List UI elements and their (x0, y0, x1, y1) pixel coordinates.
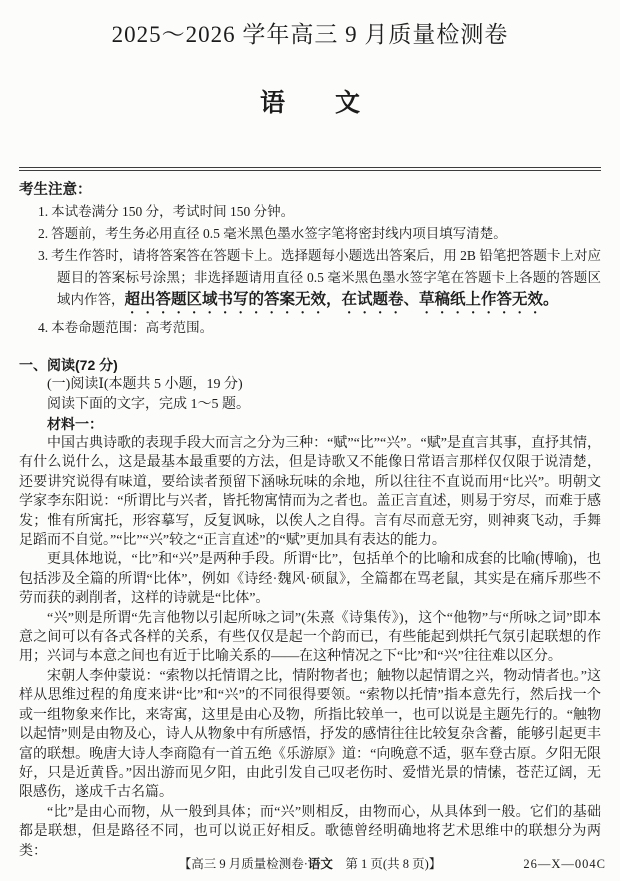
paper-code: 26—X—004C (523, 857, 606, 871)
passage-paragraph-1: 中国古典诗歌的表现手段大而言之分为三种：“赋”“比”“兴”。“赋”是直言其事，直抒其情，有什么说什么，这是最基本最重要的方法，但是诗歌又不能像日常语言那样仅仅限于说清楚，还要讲究说得有味道，要给读者预留下涵咏玩味的余地，所以往往不直说而用“比兴”。明朝文学家李东阳说：“所谓比与兴者，皆托物寓情而为之者也。盖正言直述，则易于穷尽，而难于感发；惟有所寓托，形容摹写，反复讽咏，以俟人之自得。言有尽而意无穷，则神爽飞动，手舞足蹈而不自觉。”“比”“兴”较之“正言直述”的“赋”更加具有表达的能力。 (19, 436, 601, 549)
notice-section (19, 179, 601, 339)
notice-item-2-number: 2. (38, 226, 49, 241)
footer-label-left: 【高三 9 月质量检测卷· (178, 857, 308, 871)
notice-item-3-number: 3. (38, 248, 49, 263)
material-one-label: 材料一： (47, 416, 103, 432)
notice-item-3-emphasis: 超出答题区域书写的答案无效，在试题卷、草稿纸上作答无效。 (124, 291, 559, 308)
passage-paragraph-5: “比”是由心而物，从一般到具体；而“兴”则相反，由物而心，从具体到一般。它们的基础都是联想，但是路径不同，也可以说正好相反。歌德曾经明确地将艺术思维中的联想分为两类： (19, 804, 601, 859)
notice-item-2 (19, 223, 601, 245)
notice-item-4-number: 4. (38, 320, 49, 335)
passage-paragraph-4: 宋朝人李仲蒙说：“索物以托情谓之比，情附物者也；触物以起情谓之兴，物动情者也。”这样从思维过程的角度来讲“比”和“兴”的不同很得要领。“索物以托情”指本意先行，然后找一个或一组物象来作比，来寄寓，这里是由心及物，所指比较单一，也可以说是主题先行的。“触物以起情”则是由物及心，诗人从物象中有所感悟，抒发的感情往往比较复杂含蓄，能够引起更丰富的联想。晚唐大诗人李商隐有一首五绝《乐游原》道：“向晚意不适，驱车登古原。夕阳无限好，只是近黄昏。”因出游而见夕阳，由此引发自己叹老伤时、爱惜光景的情愫，苍茫辽阔，无限感伤，遂成千古名篇。 (19, 668, 601, 801)
notice-item-4 (19, 317, 601, 339)
reading-passage (19, 434, 601, 861)
notice-item-1 (19, 201, 601, 223)
section-heading-reading: 一、阅读(72 分) (19, 357, 118, 373)
reading-instruction: 阅读下面的文字，完成 1～5 题。 (47, 397, 250, 412)
notice-item-1-number: 1. (38, 204, 49, 219)
page-footer (0, 856, 620, 872)
notice-item-1-text: 本试卷满分 150 分，考试时间 150 分钟。 (51, 204, 295, 219)
notice-item-3-text: 考生作答时，请将答案答在答题卡上。选择题每小题选出答案后，用 2B 铅笔把答题卡上对应题目的答案标号涂黑；非选择题请用直径 0.5 毫米黑色墨水签字笔在答题卡上各题的答题区域内作答， (51, 248, 601, 307)
subject-title: 语 文 (259, 89, 360, 117)
footer-subject: 语文 (307, 857, 333, 871)
footer-page-number: 第 1 页(共 8 页)】 (332, 857, 442, 871)
exam-title: 2025～2026 学年高三 9 月质量检测卷 (111, 22, 509, 47)
passage-paragraph-3: “兴”则是所谓“先言他物以引起所咏之词”(朱熹《诗集传》)，这个“他物”与“所咏之词”即本意之间可以有各式各样的关系，有些仅仅是起一个韵而已，有些能起到烘托气氛引起联想的作用；兴词与本意之间也有近于比喻关系的——在这种情况之下“比”和“兴”往往难以区分。 (19, 610, 601, 665)
notice-item-3 (19, 245, 601, 317)
passage-paragraph-2: 更具体地说，“比”和“兴”是两种手段。所谓“比”，包括单个的比喻和成套的比喻(博喻)，也包括涉及全篇的所谓“比体”，例如《诗经·魏风·硕鼠》，全篇都在骂老鼠，其实是在痛斥那些不劳而获的剥削者，这样的诗就是“比体”。 (19, 552, 601, 607)
subsection-heading-reading-1: (一)阅读Ⅰ(本题共 5 小题，19 分) (47, 377, 243, 392)
header-divider-rule (19, 167, 601, 171)
notice-item-4-text: 本卷命题范围：高考范围。 (51, 320, 214, 335)
notice-heading: 考生注意： (19, 182, 92, 198)
notice-item-2-text: 答题前，考生务必用直径 0.5 毫米黑色墨水签字笔将密封线内项目填写清楚。 (51, 226, 507, 241)
